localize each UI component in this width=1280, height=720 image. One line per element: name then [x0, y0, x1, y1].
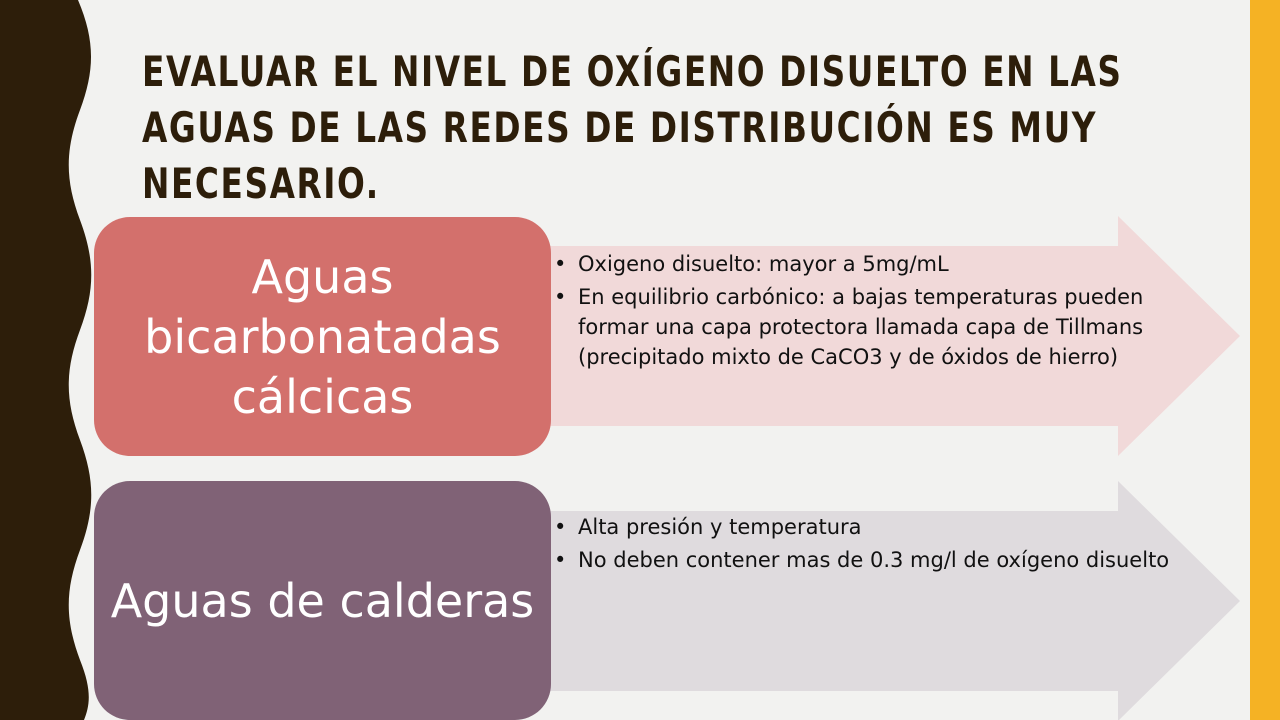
slide-title: EVALUAR EL NIVEL DE OXÍGENO DISUELTO EN LAS AGUAS DE LAS REDES DE DISTRIBUCIÓN ES MUY NECESARIO. — [142, 47, 1123, 208]
bullet-text: No deben contener mas de 0.3 mg/l de oxígeno disuelto — [578, 548, 1170, 572]
heading-block-bicarbonatadas — [94, 217, 551, 456]
bullet-text: Alta presión y temperatura — [578, 515, 862, 539]
list-item — [554, 282, 1188, 372]
bullet-dot-icon: • — [554, 548, 567, 572]
list-item — [554, 249, 1188, 279]
bullet-text: En equilibrio carbónico: a bajas temperaturas pueden formar una capa protectora llamada capa de Tillmans (precipitado mixto de CaCO3 y de óxidos de hierro) — [578, 285, 1144, 369]
bullet-text: Oxigeno disuelto: mayor a 5mg/mL — [578, 252, 949, 276]
heading-calderas-text: Aguas de calderas — [110, 573, 535, 628]
heading-block-calderas — [94, 481, 551, 720]
bullet-dot-icon: • — [554, 515, 567, 539]
bullet-dot-icon: • — [554, 252, 567, 276]
list-item — [554, 512, 1188, 542]
bullet-list-bicarbonatadas — [552, 249, 1188, 375]
right-accent-band — [1250, 0, 1280, 720]
list-item — [554, 545, 1188, 575]
heading-bicarbonatadas-text: Aguas bicarbonatadas cálcicas — [144, 249, 501, 424]
bullet-list-calderas — [552, 512, 1188, 578]
bullet-dot-icon: • — [554, 285, 567, 309]
wavy-band-shape — [0, 0, 91, 720]
